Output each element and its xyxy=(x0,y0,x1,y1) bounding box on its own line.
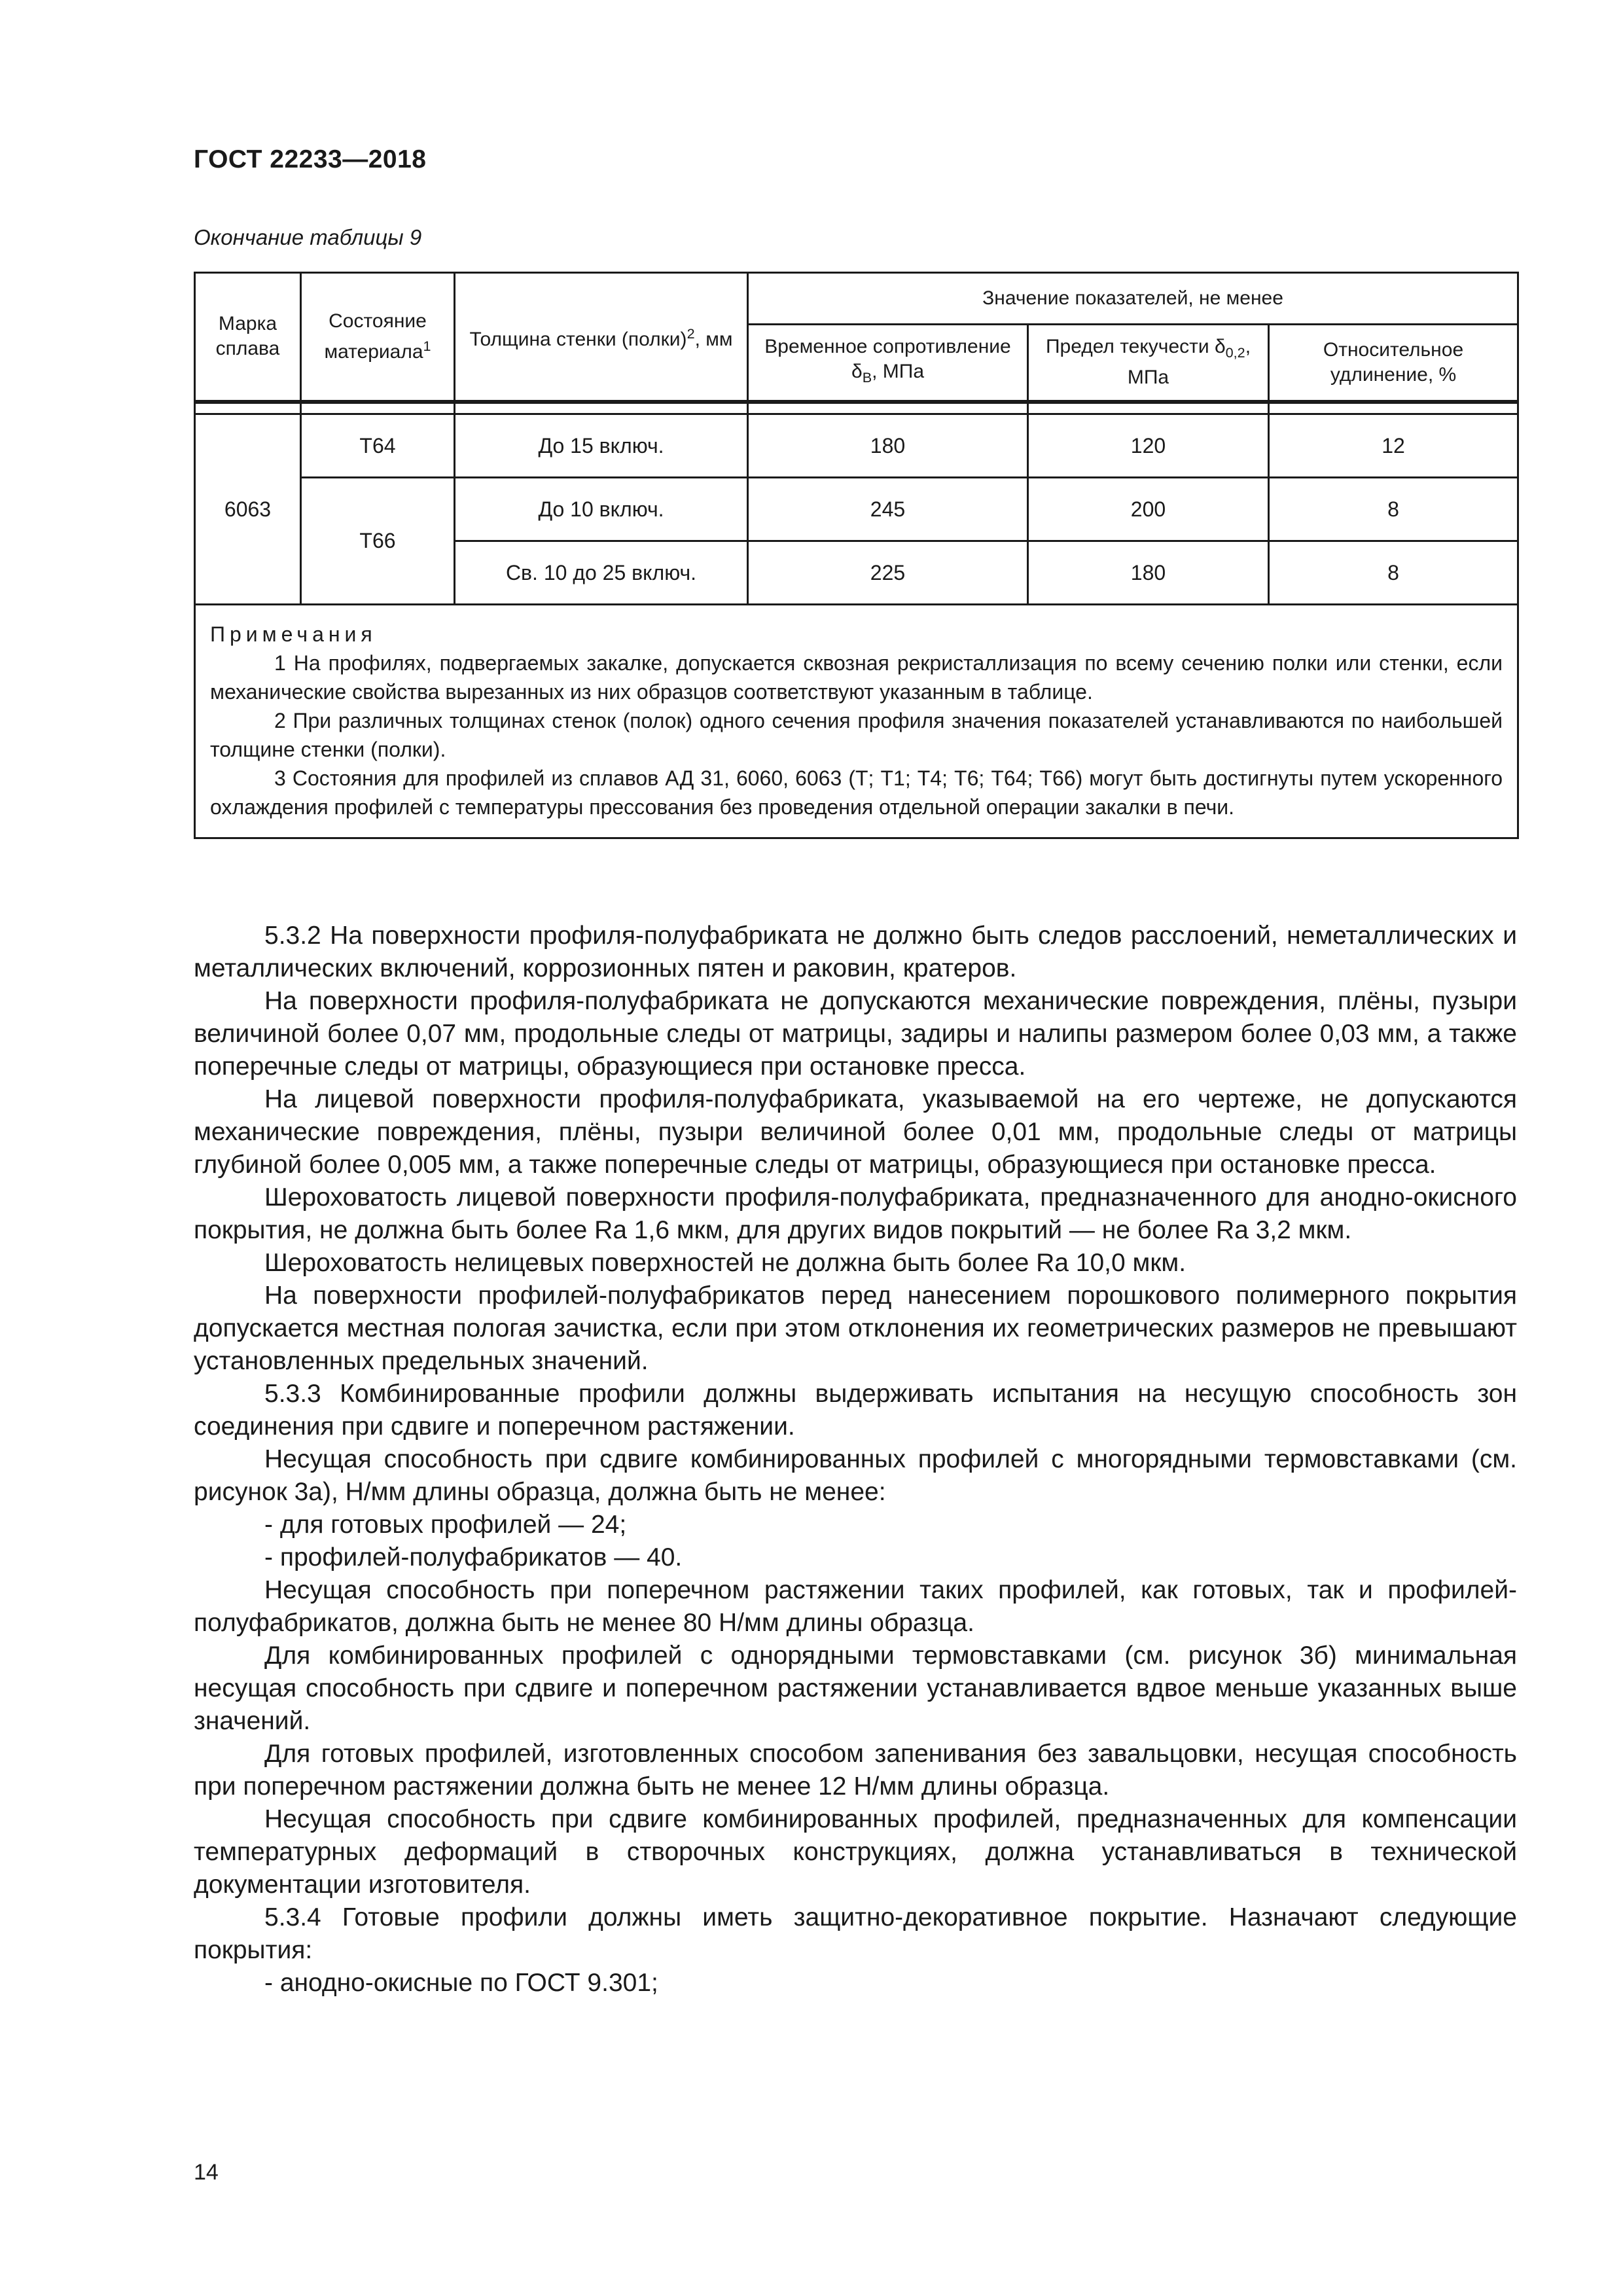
header-tensile-text: Временное сопротивление δ xyxy=(764,336,1011,383)
table-caption: Окончание таблицы 9 xyxy=(194,225,422,249)
separator-cell xyxy=(1028,402,1269,414)
paragraph: На поверхности профилей-полуфабрикатов перед нанесением порошкового полимерного покрытия допускается местная пологая зачистка, если при этом отклонения их геометрических размеров не превышают установленных предельных значений. xyxy=(194,1282,1517,1375)
separator-cell xyxy=(748,402,1028,414)
yield-cell: 200 xyxy=(1028,477,1269,541)
separator-cell xyxy=(195,402,301,414)
header-tensile-unit: , МПа xyxy=(872,361,925,383)
paragraph: На поверхности профиля-полуфабриката не допускаются механические повреждения, плёны, пузыри величиной более 0,07 мм, продольные следы от матрицы, задиры и налипы размером более 0,03 мм, а также поперечные следы от матрицы, образующиеся при остановке пресса. xyxy=(194,987,1517,1081)
header-yield xyxy=(1028,325,1269,402)
notes-title: Примечания xyxy=(210,622,377,646)
header-group: Значение показателей, не менее xyxy=(748,273,1518,325)
notes-list xyxy=(210,649,1503,821)
header-yield-sub: 0,2 xyxy=(1225,344,1245,361)
paragraph: Несущая способность при поперечном растяжении таких профилей, как готовых, так и профилей-полуфабрикатов, должна быть не менее 80 Н/мм длины образца. xyxy=(194,1576,1517,1637)
header-tensile xyxy=(748,325,1028,402)
thickness-cell: До 15 включ. xyxy=(455,414,748,477)
tensile-cell: 180 xyxy=(748,414,1028,477)
header-state-footnote: 1 xyxy=(423,337,431,354)
paragraph: Для комбинированных профилей с однорядными термовставками (см. рисунок 3б) минимальная несущая способность при сдвиге и поперечном растяжении устанавливается вдвое меньше указанных выше значений. xyxy=(194,1641,1517,1735)
page-number: 14 xyxy=(194,2160,219,2185)
state-cell: Т64 xyxy=(301,414,455,477)
table-separator-row xyxy=(195,402,1518,414)
header-yield-text: Предел текучести δ xyxy=(1045,336,1226,358)
document-code: ГОСТ 22233—2018 xyxy=(194,145,427,173)
table-header-row-1 xyxy=(195,273,1518,325)
paragraph: 5.3.3 Комбинированные профили должны выдерживать испытания на несущую способность зон соединения при сдвиге и поперечном растяжении. xyxy=(194,1380,1517,1441)
table-notes xyxy=(195,604,1518,838)
body-text xyxy=(194,920,1517,2000)
properties-table xyxy=(194,272,1519,839)
note-item: 1 На профилях, подвергаемых закалке, допускается сквозная рекристаллизация по всему сечению полки или стенки, если механические свойства вырезанных из них образцов соответствуют указанным в таблице. xyxy=(210,651,1503,704)
thickness-cell: До 10 включ. xyxy=(455,477,748,541)
thickness-cell: Св. 10 до 25 включ. xyxy=(455,541,748,604)
paragraph: Шероховатость лицевой поверхности профиля-полуфабриката, предназначенного для анодно-окисного покрытия, не должна быть более Ra 1,6 мкм, для других видов покрытий — не более Ra 3,2 мкм. xyxy=(194,1183,1517,1244)
paragraph: 5.3.2 На поверхности профиля-полуфабриката не должно быть следов расслоений, неметаллических и металлических включений, коррозионных пятен и раковин, кратеров. xyxy=(194,922,1517,982)
yield-cell: 180 xyxy=(1028,541,1269,604)
list-item: - профилей-полуфабрикатов — 40. xyxy=(264,1543,683,1571)
header-elongation: Относительное удлинение, % xyxy=(1269,325,1518,402)
paragraph: Для готовых профилей, изготовленных способом запенивания без завальцовки, несущая способность при поперечном растяжении должна быть не менее 12 Н/мм длины образца. xyxy=(194,1740,1517,1801)
paragraph: Несущая способность при сдвиге комбинированных профилей с многорядными термовставками (см. рисунок 3а), Н/мм длины образца, должна быть не менее: xyxy=(194,1445,1517,1506)
paragraph: Несущая способность при сдвиге комбинированных профилей, предназначенных для компенсации температурных деформаций в створочных конструкциях, должна устанавливаться в технической документации изготовителя. xyxy=(194,1805,1517,1899)
alloy-cell: 6063 xyxy=(195,414,301,604)
paragraph: 5.3.4 Готовые профили должны иметь защитно-декоративное покрытие. Назначают следующие покрытия: xyxy=(194,1903,1517,1964)
elongation-cell: 8 xyxy=(1269,477,1518,541)
state-cell: Т66 xyxy=(301,477,455,604)
header-thickness-footnote: 2 xyxy=(687,325,695,342)
paragraph: На лицевой поверхности профиля-полуфабриката, указываемой на его чертеже, не допускаются механические повреждения, плёны, пузыри величиной более 0,01 мм, продольные следы от матрицы глубиной более 0,005 мм, а также поперечные следы от матрицы, образующиеся при остановке пресса. xyxy=(194,1085,1517,1179)
header-thickness-unit: , мм xyxy=(694,328,733,350)
header-state-text: Состояние материала xyxy=(324,310,427,363)
list-item: - анодно-окисные по ГОСТ 9.301; xyxy=(264,1969,658,1997)
header-state xyxy=(301,273,455,402)
note-item: 3 Состояния для профилей из сплавов АД 31, 6060, 6063 (Т; Т1; Т4; Т6; Т64; Т66) могут быть достигнуты путем ускоренного охлаждения профилей с температуры прессования без проведения отдельной операции закалки в печи. xyxy=(210,766,1503,819)
table-row xyxy=(195,477,1518,541)
separator-cell xyxy=(301,402,455,414)
elongation-cell: 8 xyxy=(1269,541,1518,604)
table-notes-row xyxy=(195,604,1518,838)
list-item: - для готовых профилей — 24; xyxy=(264,1511,627,1539)
separator-cell xyxy=(455,402,748,414)
header-thickness xyxy=(455,273,748,402)
table-row xyxy=(195,414,1518,477)
yield-cell: 120 xyxy=(1028,414,1269,477)
separator-cell xyxy=(1269,402,1518,414)
paragraph: Шероховатость нелицевых поверхностей не должна быть более Ra 10,0 мкм. xyxy=(264,1249,1186,1277)
note-item: 2 При различных толщинах стенок (полок) одного сечения профиля значения показателей устанавливаются по наибольшей толщине стенки (полки). xyxy=(210,708,1503,761)
elongation-cell: 12 xyxy=(1269,414,1518,477)
header-thickness-text: Толщина стенки (полки) xyxy=(469,328,687,350)
header-yield-unit: , МПа xyxy=(1127,336,1251,389)
tensile-cell: 225 xyxy=(748,541,1028,604)
tensile-cell: 245 xyxy=(748,477,1028,541)
header-alloy: Марка сплава xyxy=(195,273,301,402)
header-tensile-sub: В xyxy=(862,369,872,386)
